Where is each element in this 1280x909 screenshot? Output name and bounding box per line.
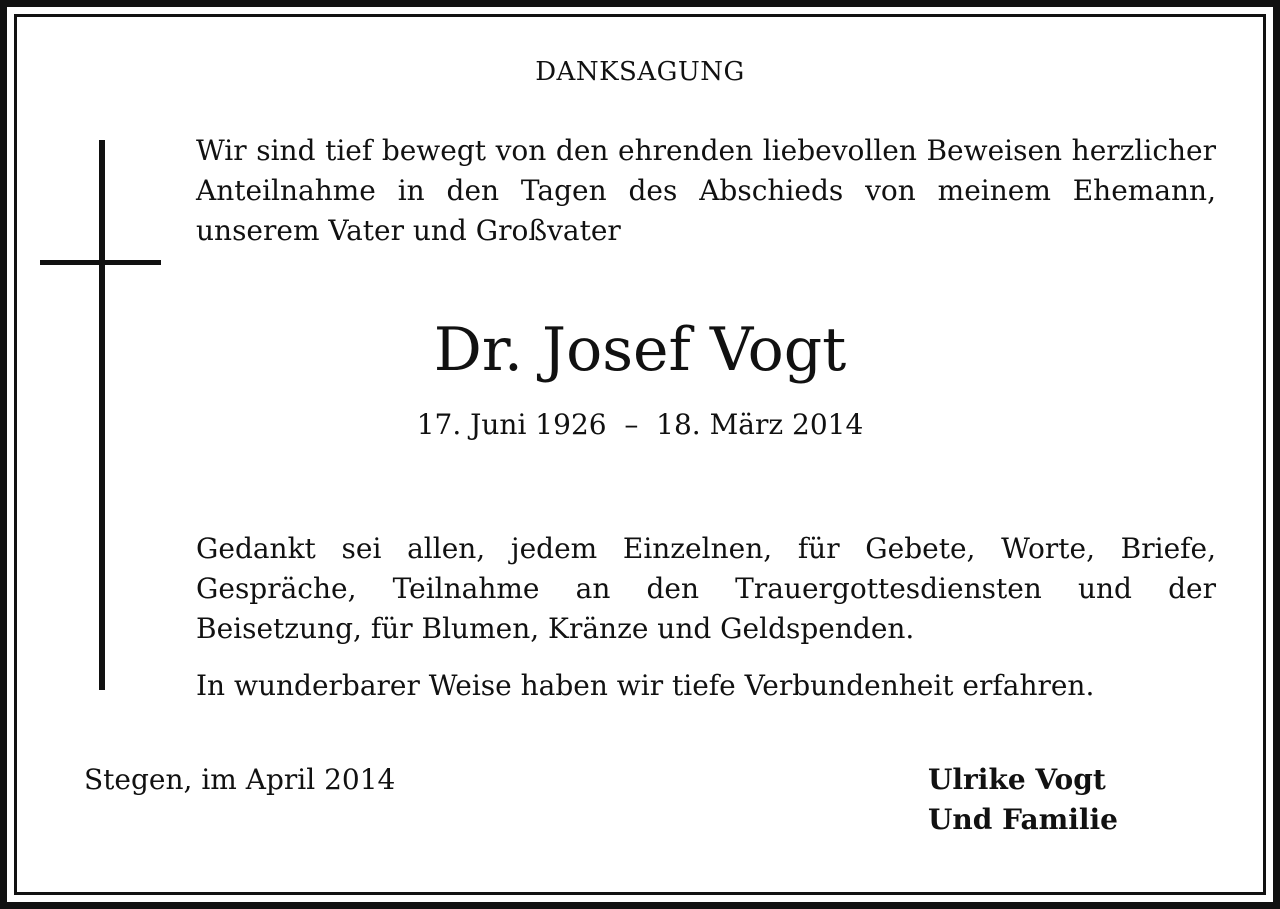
- deceased-name: Dr. Josef Vogt: [433, 315, 847, 385]
- place-and-date: Stegen, im April 2014: [84, 763, 396, 796]
- life-dates: 17. Juni 1926 – 18. März 2014: [416, 408, 864, 441]
- signature-block: [928, 760, 1118, 840]
- notice-heading: DANKSAGUNG: [535, 57, 745, 87]
- thanks-paragraph: Gedankt sei allen, jedem Einzelnen, für Gebete, Worte, Briefe, Gespräche, Teilnahme an den Trauergottesdiensten und der Beisetzung, für Blumen, Kränze und Geldspenden.: [196, 532, 1216, 645]
- closing-paragraph: In wunderbarer Weise haben wir tiefe Verbundenheit erfahren.: [196, 669, 1095, 702]
- cross-horizontal-bar: [40, 260, 161, 265]
- signature-name: Ulrike Vogt: [928, 763, 1106, 796]
- signature-family: Und Familie: [928, 803, 1118, 836]
- intro-paragraph: Wir sind tief bewegt von den ehrenden liebevollen Beweisen herzlicher Anteilnahme in den Tagen des Abschieds von meinem Ehemann, unserem Vater und Großvater: [196, 134, 1216, 247]
